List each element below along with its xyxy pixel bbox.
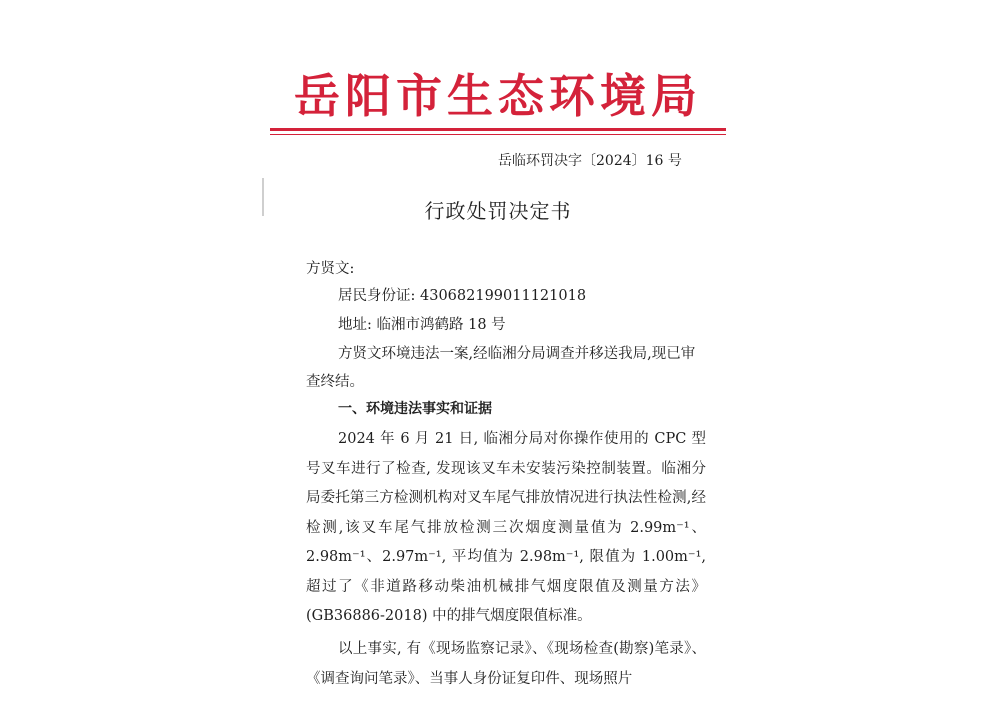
address-line: 地址: 临湘市鸿鹤路 18 号 [338,317,506,333]
facts-paragraph: 2024 年 6 月 21 日, 临湘分局对你操作使用的 CPC 型号叉车进行了检查, 发现该叉车未安装污染控制装置。临湘分局委托第三方检测机构对叉车尾气排放情况进行执法性检测,经检测,该叉车尾气排放检测三次烟度测量值为 2.99m⁻¹、2.98m⁻¹、2.97m⁻¹, 平均值为 2.98m⁻¹, 限值为 1.00m⁻¹, 超过了《非道路移动柴油机械排气烟度限值及测量方法》(GB36886-2018) 中的排气烟度限值标准。 [306,431,706,624]
letterhead-red-rule-thin [270,134,726,135]
document-title: 行政处罚决定书 [424,199,572,223]
addressee: 方贤文: [306,261,355,277]
letterhead-org-title: 岳阳市生态环境局 [294,69,702,123]
evidence-paragraph: 以上事实, 有《现场监察记录》、《现场检查(勘察)笔录》、《调查询问笔录》、当事人身份证复印件、现场照片 [306,641,706,687]
intro-paragraph: 方贤文环境违法一案,经临湘分局调查并移送我局,现已审查终结。 [306,346,696,390]
document-number: 岳临环罚决字〔2024〕16 号 [498,153,682,169]
section-heading-facts: 一、环境违法事实和证据 [338,401,492,417]
scan-mark [262,178,264,216]
id-number-line: 居民身份证: 430682199011121018 [338,288,587,304]
letterhead-red-rule [270,128,726,131]
